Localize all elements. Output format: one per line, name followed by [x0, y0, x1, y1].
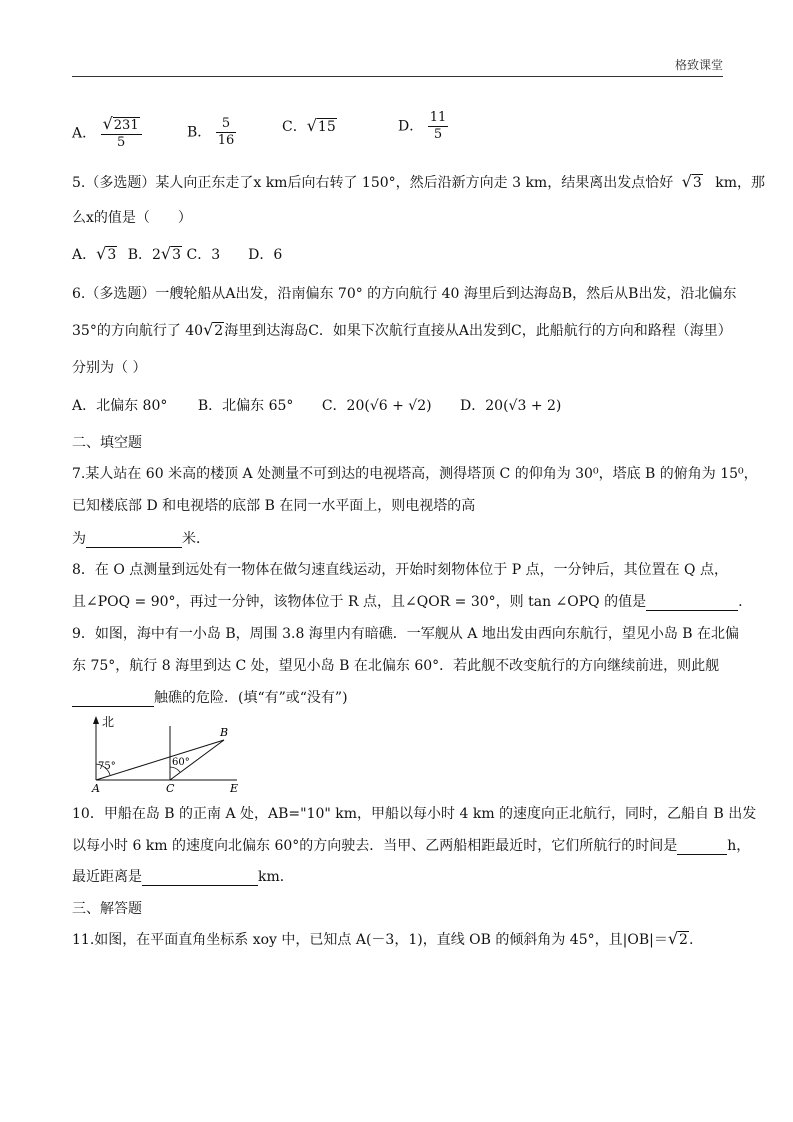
fraction: $\frac{√231}{5}$	[101, 116, 142, 151]
answer-blank	[142, 871, 258, 886]
option-label: B．2	[127, 247, 161, 263]
numerator: 5	[216, 116, 237, 133]
option-label: B．	[187, 124, 212, 141]
denominator: 16	[217, 133, 235, 148]
header-title: 格致课堂	[674, 58, 723, 72]
option-label: A．	[72, 247, 97, 263]
denominator: 5	[116, 135, 126, 150]
north-arrow-icon	[93, 716, 99, 724]
q4-option-b	[187, 116, 236, 149]
option-label: C．3 D．6	[186, 247, 283, 263]
q6-option-b: B．北偏东 65°	[197, 398, 294, 414]
q7-line3	[72, 528, 210, 548]
north-label: 北	[102, 715, 115, 729]
answer-blank	[646, 596, 738, 611]
radicand: 3	[692, 175, 702, 191]
answer-blank	[72, 692, 154, 707]
q5-text: km，那	[715, 175, 765, 191]
option-label: D．	[398, 118, 424, 135]
q6-line3: 分别为（ ）	[72, 360, 147, 376]
angle-label-60: 60°	[172, 757, 190, 768]
answer-blank	[86, 533, 182, 548]
q9-text: 触礁的危险．(填“有”或“没有”)	[154, 690, 348, 706]
q10-line3	[72, 866, 294, 886]
section-fill-in-heading: 二、填空题	[72, 435, 142, 451]
fraction	[428, 110, 449, 143]
option-label: A．	[72, 125, 97, 142]
q5-text: 5.（多选题）某人向正东走了x km后向右转了 150°，然后沿新方向走 3 km，结果离出发点恰好	[72, 175, 674, 191]
q10-text: 最近距离是	[72, 869, 142, 885]
q11-text: .	[688, 932, 694, 948]
radicand: 2	[679, 932, 688, 948]
radicand: 3	[107, 247, 117, 263]
line-ab	[96, 740, 224, 780]
radicand: 15	[317, 119, 336, 135]
fraction	[216, 116, 237, 149]
q6-options	[72, 395, 561, 415]
q10-text: km．	[258, 869, 294, 885]
option-label: C．	[282, 119, 307, 135]
q4-option-c: C．√15	[282, 116, 336, 135]
q9-line1: 9．如图，海中有一小岛 B，周围 3.8 海里内有暗礁．一军舰从 A 地出发由西向东航行，望见小岛 B 在北偏	[72, 626, 740, 642]
q10-line1: 10．甲船在岛 B 的正南 A 处，AB="10" km，甲船以每小时 4 km 的速度向正北航行，同时，乙船自 B 出发	[72, 806, 757, 822]
q7-line1: 7.某人站在 60 米高的楼顶 A 处测量不可到达的电视塔高，测得塔顶 C 的仰角为 30⁰，塔底 B 的俯角为 15⁰，	[72, 466, 758, 482]
q4-option-d	[398, 110, 448, 143]
q4-option-a	[72, 116, 142, 151]
q6-text: 35°的方向航行了 40	[72, 323, 204, 339]
numerator: 11	[429, 110, 447, 125]
answer-blank	[677, 840, 727, 855]
q9-line3	[72, 687, 348, 707]
point-a-label: A	[92, 782, 100, 795]
q8-text: 且∠POQ = 90°，再过一分钟，该物体位于 R 点，且∠QOR = 30°，则 tan ∠OPQ 的值是	[72, 594, 647, 610]
q5-options: A．√3 B．2√3 C．3 D．6	[72, 244, 283, 263]
q11-line1: 11.如图，在平面直角坐标系 xoy 中，已知点 A(－3，1)，直线 OB 的倾斜角为 45°，且|OB|＝√2.	[72, 929, 694, 948]
q9-line2: 东 75°，航行 8 海里到达 C 处，望见小岛 B 在北偏东 60°．若此舰不改变航行的方向继续前进，则此舰	[72, 658, 720, 674]
angle-label-75: 75°	[98, 761, 116, 772]
point-c-label: C	[166, 782, 175, 795]
q10-text: h，	[727, 838, 751, 854]
q6-option-d: D．20(√3 + 2)	[460, 398, 562, 414]
q6-line1: 6.（多选题）一艘轮船从A出发，沿南偏东 70° 的方向航行 40 海里后到达海岛B，然后从B出发，沿北偏东	[72, 286, 737, 302]
q5-line2: 么x的值是（ ）	[72, 210, 192, 226]
point-e-label: E	[230, 782, 239, 795]
q10-line2	[72, 835, 750, 855]
radicand: 231	[113, 118, 139, 133]
point-b-label: B	[220, 726, 229, 739]
radicand: 2	[214, 323, 224, 339]
q10-text: 以每小时 6 km 的速度向北偏东 60°的方向驶去．当甲、乙两船相距最近时，它们所航行的时间是	[72, 838, 678, 854]
denominator: 5	[433, 127, 443, 142]
q6-line2: 35°的方向航行了 40√2海里到达海岛C．如果下次航行直接从A出发到C，此船航行的方向和路程（海里）	[72, 320, 732, 339]
q5-line1: 5.（多选题）某人向正东走了x km后向右转了 150°，然后沿新方向走 3 km，结果离出发点恰好 √3 km，那	[72, 172, 765, 191]
q6-option-a: A．北偏东 80°	[72, 398, 168, 414]
q7-line2: 已知楼底部 D 和电视塔的底部 B 在同一水平面上，则电视塔的高	[72, 498, 476, 514]
q9-figure	[72, 712, 252, 796]
q8-line2	[72, 591, 743, 611]
q8-line1: 8．在 O 点测量到远处有一物体在做匀速直线运动，开始时刻物体位于 P 点，一分钟后，其位置在 Q 点，	[72, 562, 728, 578]
radicand: 3	[172, 247, 182, 263]
section-answer-heading: 三、解答题	[72, 901, 142, 917]
q8-text: .	[738, 594, 743, 610]
q11-text: 11.如图，在平面直角坐标系 xoy 中，已知点 A(－3，1)，直线 OB 的倾斜角为 45°，且|OB|＝	[72, 932, 668, 948]
q7-text: 米．	[182, 531, 210, 547]
page-header	[72, 56, 723, 77]
q7-text: 为	[72, 531, 86, 547]
q6-option-c: C．20(√6 + √2)	[321, 398, 432, 414]
q6-text: 海里到达海岛C．如果下次航行直接从A出发到C，此船航行的方向和路程（海里）	[224, 323, 732, 339]
